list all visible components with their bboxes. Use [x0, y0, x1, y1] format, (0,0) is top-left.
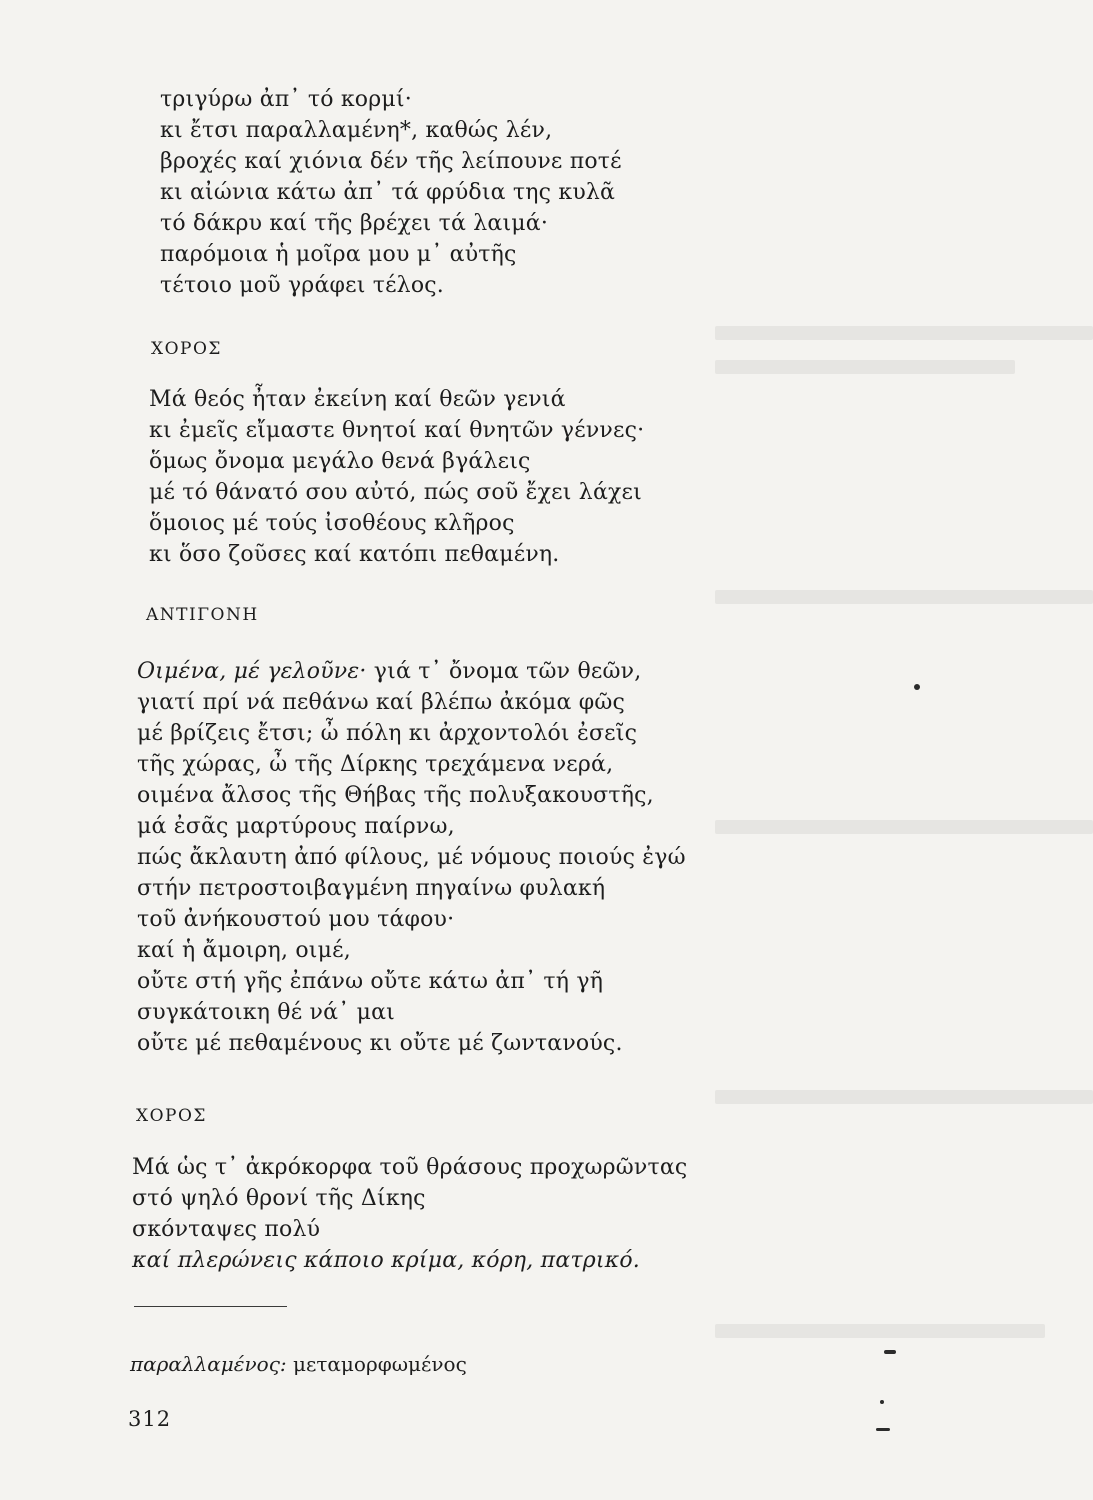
verse-line: γιατί πρί νά πεθάνω καί βλέπω ἀκόμα φῶς — [137, 690, 626, 715]
footnote-definition: μεταμορφωμένος — [286, 1352, 467, 1376]
verse-line: συγκάτοικη θέ νά᾿ μαι — [137, 1000, 395, 1025]
verse-line: οὔτε στή γῆς ἐπάνω οὔτε κάτω ἀπ᾿ τή γῆ — [137, 969, 604, 994]
ink-speck — [884, 1350, 896, 1354]
footnote — [130, 1352, 467, 1376]
verse-line: βροχές καί χιόνια δέν τῆς λείπουνε ποτέ — [160, 149, 622, 174]
verse-line: κι ἔτσι παραλλαμένη*, καθώς λέν, — [160, 118, 553, 143]
verse-italic-text: Οιμένα, μέ γελοῦνε· — [137, 659, 367, 684]
verse-line: στό ψηλό θρονί τῆς Δίκης — [132, 1186, 426, 1211]
bleed-through-line — [715, 590, 1093, 604]
verse-line: παρόμοια ἡ μοῖρα μου μ᾿ αὐτῆς — [160, 242, 517, 267]
ink-speck — [914, 684, 920, 690]
verse-line: κι ὅσο ζοῦσες καί κατόπι πεθαμένη. — [149, 542, 560, 567]
verse-line — [137, 656, 686, 687]
bleed-through-line — [715, 360, 1015, 374]
speaker-label-chorus: ΧΟΡΟΣ — [151, 339, 222, 359]
verse-line: οιμένα ἄλσος τῆς Θήβας τῆς πολυξακουστῆς, — [137, 783, 654, 808]
verse-line: σκόνταψες πολύ — [132, 1217, 321, 1242]
verse-line: ὅμοιος μέ τούς ἰσοθέους κλῆρος — [149, 511, 515, 536]
bleed-through-line — [715, 1324, 1045, 1338]
verse-line: ὅμως ὄνομα μεγάλο θενά βγάλεις — [149, 449, 531, 474]
verse-line: κι ἐμεῖς εἴμαστε θνητοί καί θνητῶν γέννες· — [149, 418, 645, 443]
verse-line: οὔτε μέ πεθαμένους κι οὔτε μέ ζωντανούς. — [137, 1031, 623, 1056]
page-number: 312 — [128, 1407, 172, 1431]
verse-stanza-3 — [137, 656, 686, 1059]
verse-line: μέ βρίζεις ἔτσι; ὦ πόλη κι ἀρχοντολόι ἐσεῖς — [137, 721, 638, 746]
ink-speck — [876, 1428, 890, 1431]
verse-line: Μά θεός ἦταν ἐκείνη καί θεῶν γενιά — [149, 387, 566, 412]
speaker-label-antigone: ΑΝΤΙΓΟΝΗ — [146, 605, 259, 625]
verse-stanza-4 — [132, 1152, 687, 1276]
bleed-through-line — [715, 820, 1093, 834]
ink-speck — [880, 1400, 884, 1404]
verse-line: καί ἡ ἄμοιρη, οιμέ, — [137, 938, 351, 963]
verse-line: πώς ἄκλαυτη ἀπό φίλους, μέ νόμους ποιούς ἐγώ — [137, 845, 686, 870]
verse-line: τριγύρω ἀπ᾿ τό κορμί· — [160, 87, 412, 112]
footnote-divider — [134, 1306, 287, 1307]
speaker-label-chorus: ΧΟΡΟΣ — [136, 1106, 207, 1126]
verse-stanza-1 — [160, 84, 622, 301]
bleed-through-line — [715, 326, 1093, 340]
verse-line: μά ἐσᾶς μαρτύρους παίρνω, — [137, 814, 455, 839]
verse-line: μέ τό θάνατό σου αὐτό, πώς σοῦ ἔχει λάχει — [149, 480, 642, 505]
bleed-through-line — [715, 1090, 1093, 1104]
verse-line: τέτοιο μοῦ γράφει τέλος. — [160, 273, 444, 298]
verse-line: τοῦ ἀνήκουστού μου τάφου· — [137, 907, 455, 932]
verse-line: στήν πετροστοιβαγμένη πηγαίνω φυλακή — [137, 876, 606, 901]
verse-text: γιά τ᾿ ὄνομα τῶν θεῶν, — [366, 659, 642, 684]
footnote-term: παραλλαμένος: — [130, 1352, 287, 1376]
verse-line: τῆς χώρας, ὦ τῆς Δίρκης τρεχάμενα νερά, — [137, 752, 614, 777]
verse-stanza-2 — [149, 384, 644, 570]
verse-line: Μά ὡς τ᾿ ἀκρόκορφα τοῦ θράσους προχωρῶντας — [132, 1155, 688, 1180]
verse-line: κι αἰώνια κάτω ἀπ᾿ τά φρύδια της κυλᾶ — [160, 180, 616, 205]
verse-line: καί πλερώνεις κάποιο κρίμα, κόρη, πατρικό. — [132, 1248, 640, 1273]
verse-line: τό δάκρυ καί τῆς βρέχει τά λαιμά· — [160, 211, 549, 236]
